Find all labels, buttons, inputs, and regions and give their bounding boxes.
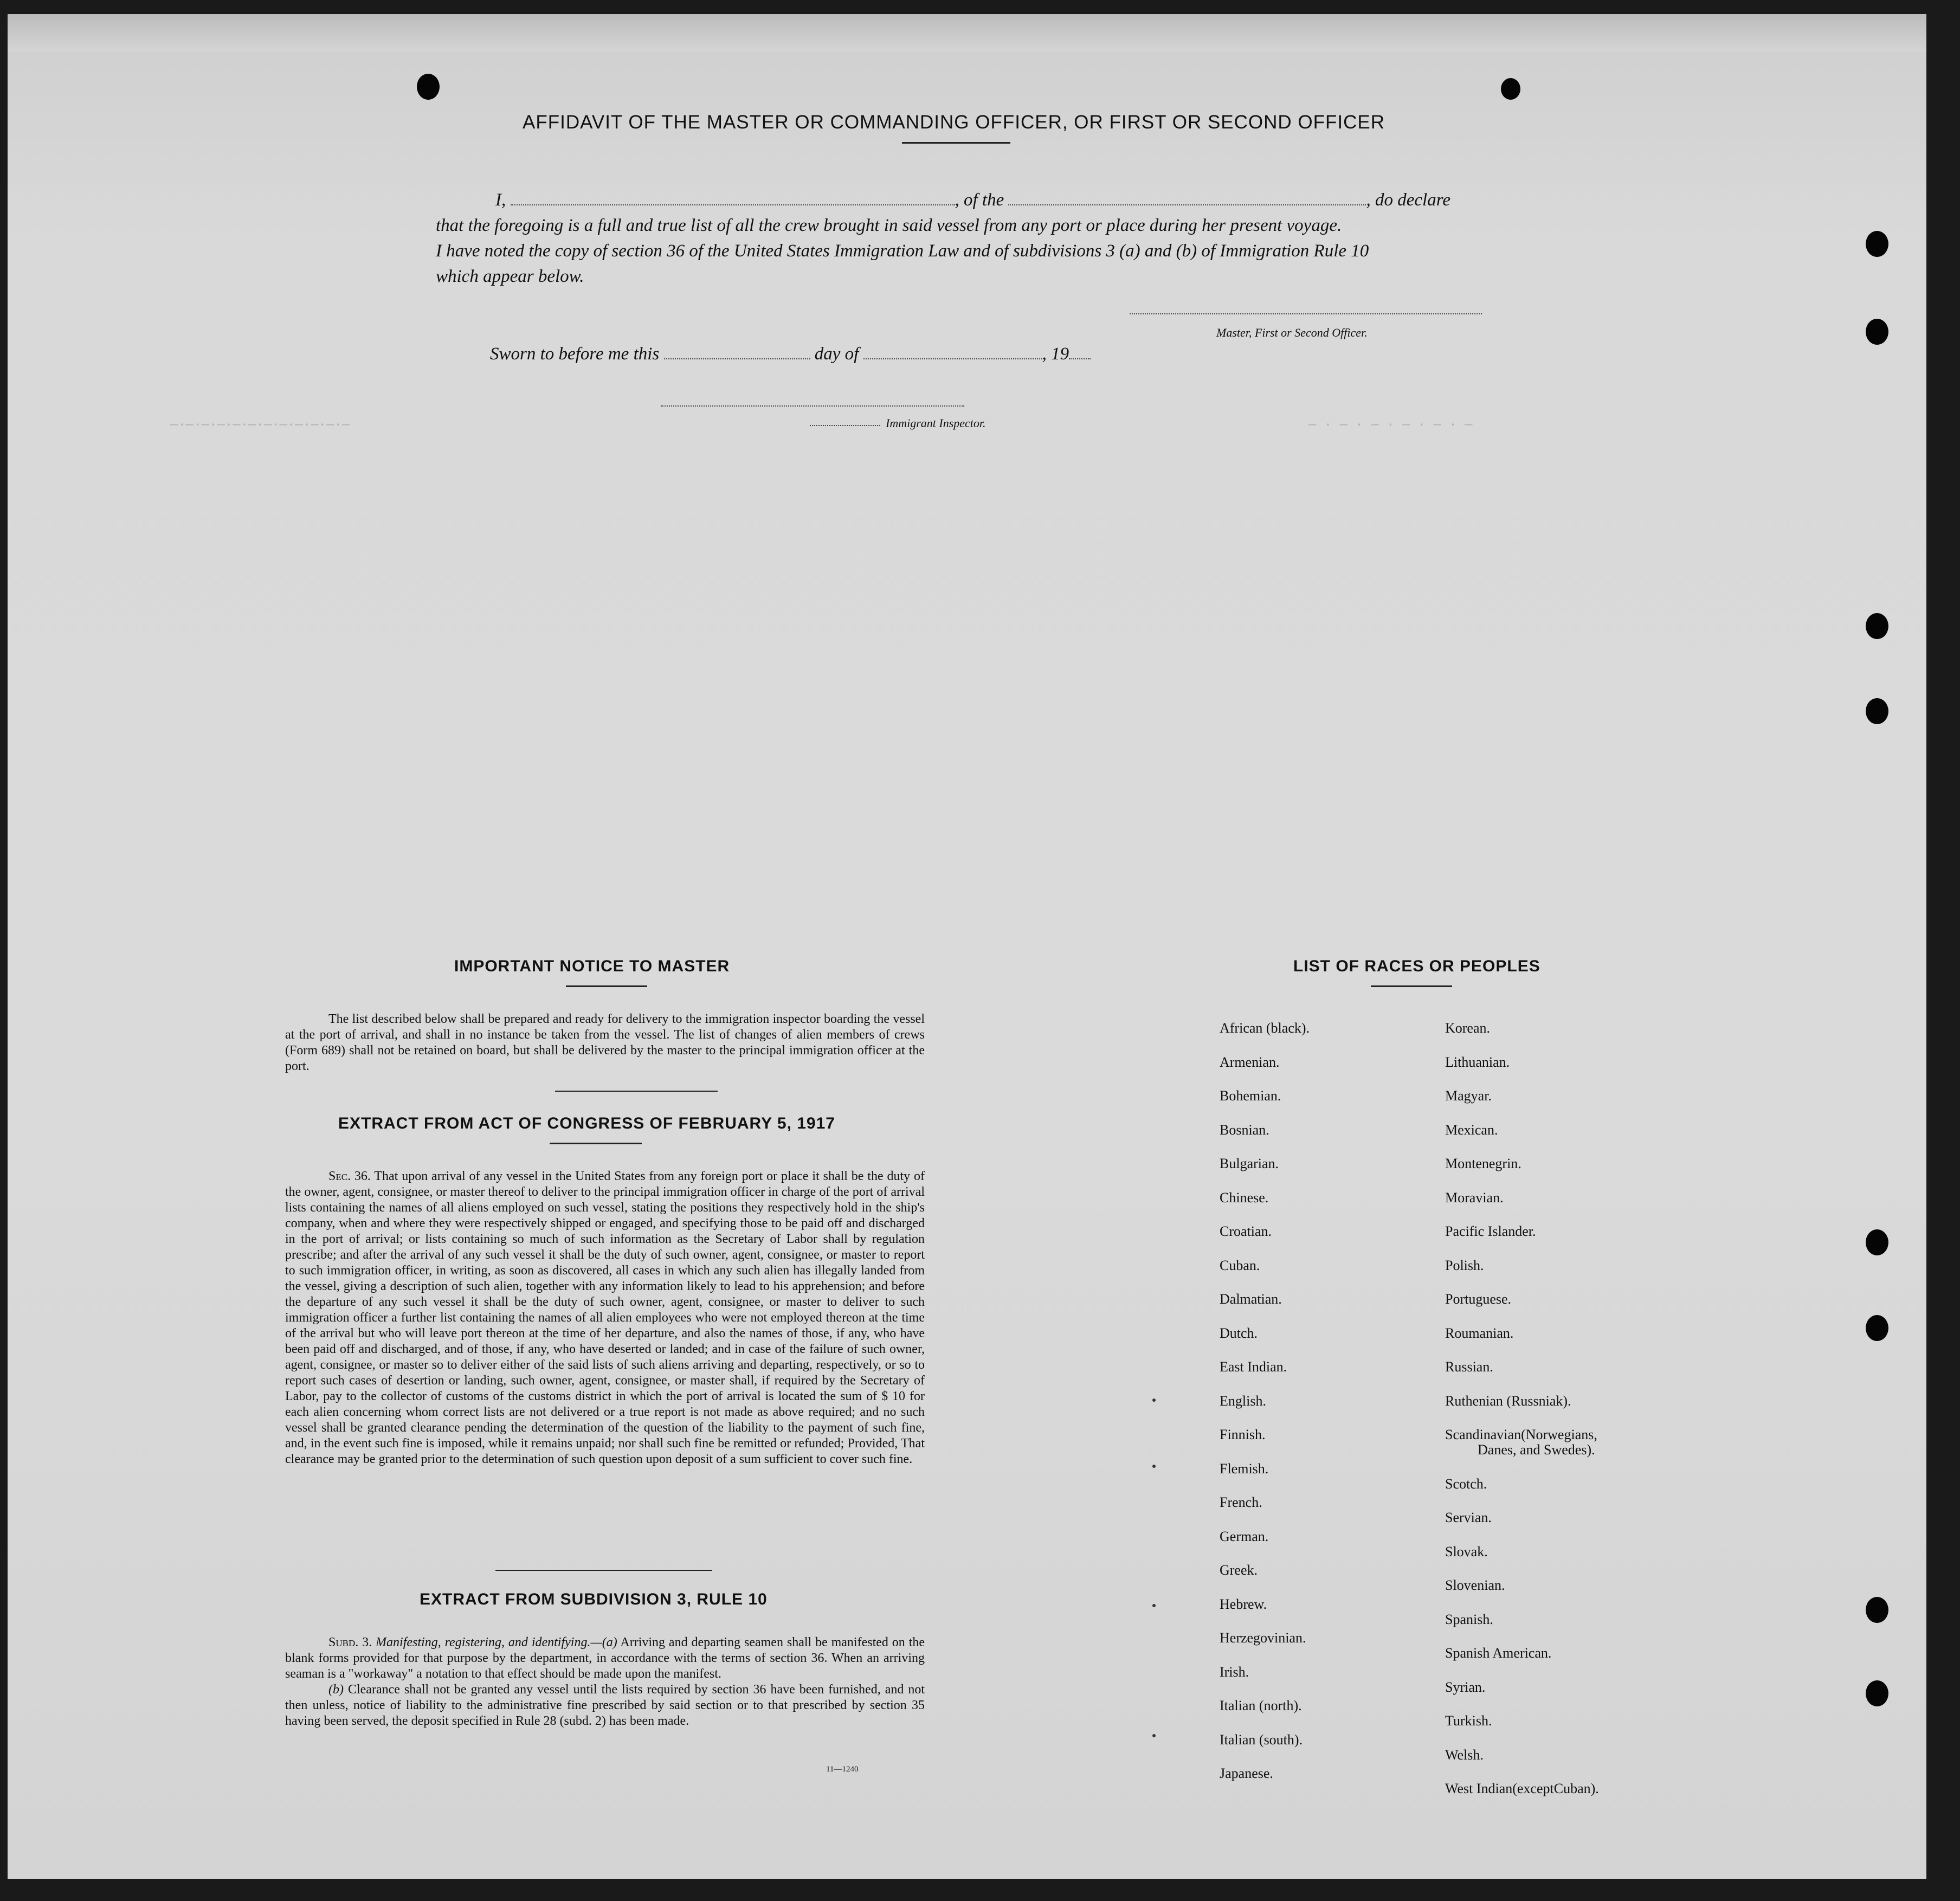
form-number: 11—1240 (826, 1765, 859, 1774)
divider (1371, 985, 1452, 987)
affidavit-of-the-label: , of the (955, 190, 1004, 210)
stray-dot (1152, 1734, 1156, 1737)
race-item: Irish. (1220, 1664, 1249, 1680)
race-item: Finnish. (1220, 1427, 1266, 1442)
punch-hole (417, 74, 440, 100)
affidavit-line-3: I have noted the copy of section 36 of the United States Immigration Law and of subdivisions 3 (a) and (b) of Immigration Rule 10 (436, 241, 1369, 261)
act-text (285, 1169, 925, 1467)
race-item: Flemish. (1220, 1460, 1269, 1477)
act-heading: EXTRACT FROM ACT OF CONGRESS OF FEBRUARY 5, 1917 (338, 1114, 835, 1132)
rule-subd-title: Manifesting, registering, and identifying.—(a) (376, 1635, 617, 1649)
affidavit-line-2: that the foregoing is a full and true list of all the crew brought in said vessel from any port or place during her present voyage. (436, 216, 1342, 235)
race-item: Ruthenian (Russniak). (1445, 1393, 1571, 1409)
sworn-line (490, 342, 1091, 364)
sworn-day-of: day of (814, 344, 859, 364)
affidavit-declare-label: , do declare (1366, 190, 1450, 210)
signature-blank-field[interactable] (1130, 313, 1482, 314)
sworn-year: , 19 (1042, 344, 1069, 364)
race-item: Pacific Islander. (1445, 1223, 1536, 1239)
race-item: Dutch. (1220, 1325, 1258, 1341)
race-item: Dalmatian. (1220, 1291, 1282, 1307)
race-item: Italian (south). (1220, 1731, 1303, 1748)
bleed-through-mark: —·—·—·—·—·—·—·—·—·—·—·— (170, 418, 350, 433)
act-section-label: Sec. 36. (328, 1169, 371, 1183)
rule-text-a: Arriving and departing seamen shall be manifested on the blank forms provided for that purpose by the department, in accordance with the terms of section 36. When an arriving seaman is a "workaway" a notation to that effect should be made upon the manifest. (285, 1635, 925, 1681)
punch-hole (1501, 78, 1520, 100)
race-item: Turkish. (1445, 1713, 1492, 1729)
punch-hole (1866, 1315, 1888, 1341)
rule-heading: EXTRACT FROM SUBDIVISION 3, RULE 10 (420, 1590, 768, 1608)
inspector-label: Immigrant Inspector. (886, 416, 986, 430)
affidavit-line-1 (436, 188, 1498, 213)
document-page (8, 14, 1926, 1879)
punch-hole (1866, 1229, 1888, 1255)
race-item: Greek. (1220, 1562, 1258, 1578)
torn-top-edge (8, 14, 1926, 52)
race-item: Polish. (1445, 1257, 1484, 1273)
stray-dot (1152, 1604, 1156, 1607)
stray-dot (1152, 1399, 1156, 1402)
divider (902, 142, 1010, 144)
race-item: German. (1220, 1528, 1269, 1544)
affidavit-body (436, 188, 1498, 289)
race-item: West Indian(exceptCuban). (1445, 1781, 1599, 1797)
race-item: Magyar. (1445, 1088, 1492, 1104)
race-item: Syrian. (1445, 1679, 1486, 1695)
rule-subd-label: Subd. 3. (328, 1635, 372, 1649)
rule-b-label: (b) (328, 1683, 344, 1697)
inspector-blank-field-2[interactable] (810, 425, 880, 426)
race-item: English. (1220, 1393, 1266, 1409)
punch-hole (1866, 1597, 1888, 1623)
race-item: African (black). (1220, 1020, 1310, 1036)
punch-hole (1866, 319, 1888, 345)
race-item: Servian. (1445, 1510, 1492, 1526)
affidavit-line-4: which appear below. (436, 267, 584, 286)
punch-hole (1866, 613, 1888, 639)
race-item: Portuguese. (1445, 1291, 1512, 1307)
name-blank-field[interactable] (511, 188, 955, 205)
punch-hole (1866, 698, 1888, 724)
race-item: Lithuanian. (1445, 1054, 1510, 1070)
race-item: Scandinavian(Norwegians, (1445, 1427, 1597, 1442)
month-blank-field[interactable] (863, 342, 1042, 359)
divider (566, 985, 647, 987)
race-item: Bulgarian. (1220, 1156, 1279, 1171)
race-item: Russian. (1445, 1359, 1493, 1375)
bleed-through-mark: — · — · — · — · — · — (1308, 418, 1473, 433)
notice-heading: IMPORTANT NOTICE TO MASTER (454, 957, 730, 975)
race-item: Moravian. (1445, 1189, 1504, 1206)
race-item: Roumanian. (1445, 1325, 1514, 1341)
notice-text: The list described below shall be prepared and ready for delivery to the immigration inspector boarding the vessel at the port of arrival, and shall in no instance be taken from the vessel. The list of changes of alien members of crews (Form 689) shall not be retained on board, but shall be delivered by the master to the principal immigration officer at the port. (285, 1012, 925, 1073)
race-item: Japanese. (1220, 1765, 1273, 1781)
divider (495, 1570, 712, 1571)
race-item: Croatian. (1220, 1223, 1272, 1239)
race-item: French. (1220, 1494, 1262, 1510)
race-item: Mexican. (1445, 1122, 1498, 1138)
day-blank-field[interactable] (664, 342, 810, 359)
signature-label: Master, First or Second Officer. (1216, 326, 1368, 339)
race-item: Bosnian. (1220, 1122, 1269, 1138)
inspector-blank-field[interactable] (661, 405, 964, 407)
act-body: That upon arrival of any vessel in the United States from any foreign port or place it shall be the duty of the owner, agent, consignee, or master thereof to deliver to the principal immigration officer in charge of the port of arrival lists containing the names of all aliens employed on such vessel, stating the positions they respectively hold in the ship's company, when and where they were respectively shipped or engaged, and specifying those to be paid off and discharged in the port of arrival; or lists containing so much of such information as the Secretary of Labor shall by regulation prescribe; and after the arrival of any such vessel it shall be the duty of such owner, agent, consignee, or master to report to such immigration officer, in writing, as soon as discovered, all cases in which any such alien has illegally landed from the vessel, giving a description of such alien, together with any information likely to lead to his apprehension; and before the departure of any such vessel it shall be the duty of such owner, agent, consignee, or master to deliver to such immigration officer a further list containing the names of all alien employees who were not employed thereon at the time of the arrival but who will leave port thereon at the time of her departure, and also the names of those, if any, who have been paid off and discharged, and of those, if any, who have deserted or landed; and in case of the failure of such owner, agent, consignee, or master so to deliver either of the said lists of such aliens arriving and departing, respectively, or so to report such cases of desertion or landing, such owner, agent, consignee, or master shall, if required by the Secretary of Labor, pay to the collector of customs of the customs district in which the port of arrival is located the sum of $ 10 for each alien concerning whom correct lists are not delivered or a true report is not made as above required; and no such vessel shall be granted clearance pending the determination of the question of the liability to the payment of such fine, and, in the event such fine is imposed, while it remains unpaid; nor shall such fine be remitted or refunded; Provided, That clearance may be granted prior to the determination of such question upon deposit of a sum sufficient to cover such fine. (285, 1169, 925, 1466)
rule-text (285, 1635, 925, 1729)
race-item: Montenegrin. (1445, 1156, 1521, 1171)
punch-hole (1866, 231, 1888, 257)
race-item: Hebrew. (1220, 1596, 1267, 1612)
stray-dot (1152, 1465, 1156, 1468)
race-item: Slovenian. (1445, 1577, 1505, 1594)
race-item: Welsh. (1445, 1747, 1484, 1763)
race-item: Scotch. (1445, 1475, 1487, 1492)
race-item: Spanish. (1445, 1611, 1493, 1627)
race-item: Cuban. (1220, 1257, 1260, 1273)
race-item: Herzegovinian. (1220, 1630, 1306, 1646)
race-item: East Indian. (1220, 1359, 1287, 1375)
race-item: Chinese. (1220, 1189, 1269, 1206)
sworn-prefix: Sworn to before me this (490, 344, 660, 364)
year-blank-field[interactable] (1069, 342, 1091, 359)
race-item: Korean. (1445, 1020, 1491, 1036)
divider (555, 1091, 718, 1092)
vessel-blank-field[interactable] (1008, 188, 1366, 205)
race-item: Italian (north). (1220, 1698, 1302, 1713)
rule-text-b: Clearance shall not be granted any vessel until the lists required by section 36 have been furnished, and not then unless, notice of liability to the administrative fine prescribed by said section or to that prescribed by section 35 having been served, the deposit specified in Rule 28 (subd. 2) has been made. (285, 1683, 925, 1728)
affidavit-title: AFFIDAVIT OF THE MASTER OR COMMANDING OFFICER, OR FIRST OR SECOND OFFICER (523, 112, 1385, 133)
race-item: Slovak. (1445, 1543, 1488, 1560)
race-item: Spanish American. (1445, 1645, 1552, 1661)
divider (550, 1143, 642, 1144)
race-item: Danes, and Swedes). (1478, 1442, 1595, 1458)
race-item: Bohemian. (1220, 1088, 1281, 1104)
races-heading: LIST OF RACES OR PEOPLES (1293, 957, 1540, 975)
punch-hole (1866, 1680, 1888, 1706)
affidavit-i-label: I, (495, 190, 506, 210)
race-item: Armenian. (1220, 1054, 1280, 1070)
